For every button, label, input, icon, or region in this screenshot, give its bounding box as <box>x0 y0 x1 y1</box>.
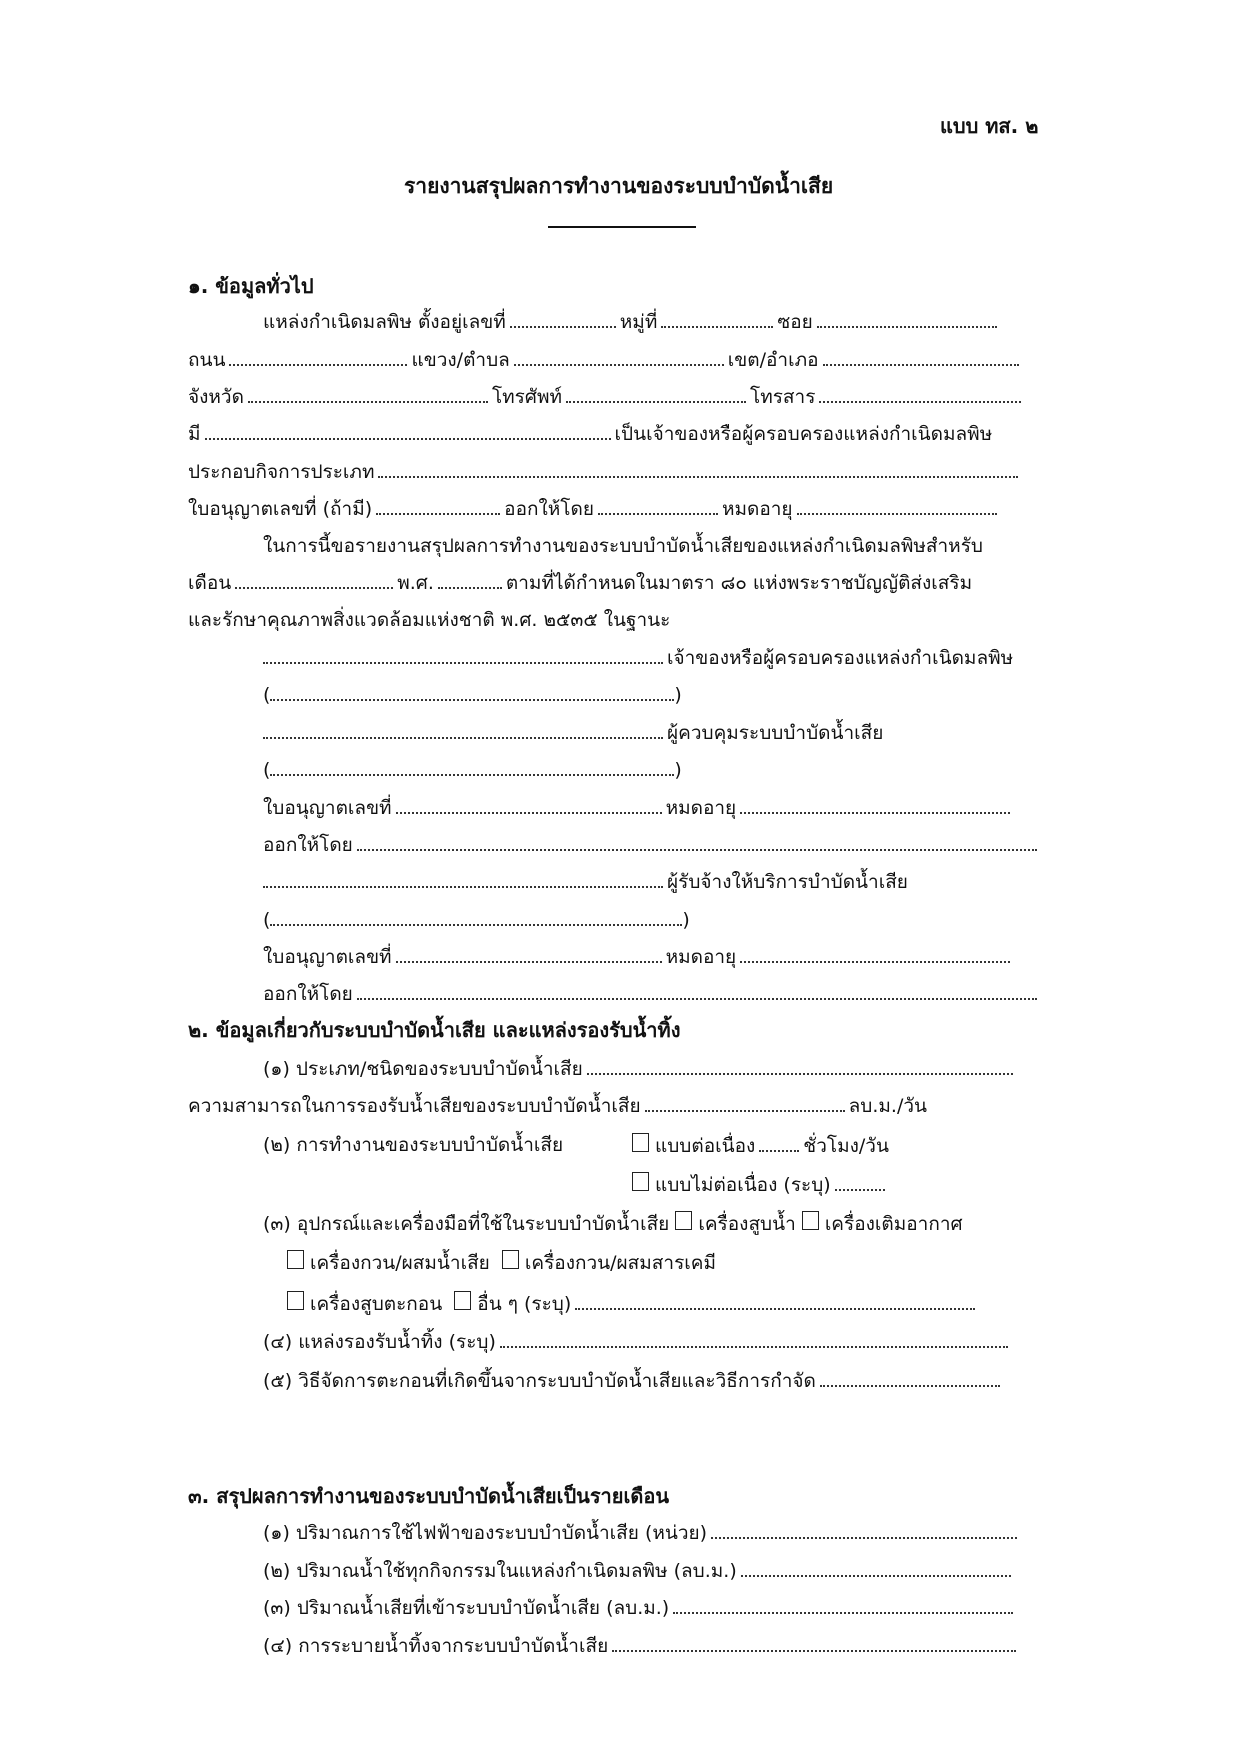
business-type-line <box>188 460 1022 484</box>
form-title: รายงานสรุปผลการทำงานของระบบบำบัดน้ำเสีย <box>404 174 834 198</box>
contractor-issued-field[interactable] <box>357 984 1037 1000</box>
district-label: เขต/อำเภอ <box>727 349 819 371</box>
road-label: ถนน <box>188 349 226 371</box>
hours-unit: ชั่วโมง/วัน <box>803 1135 889 1157</box>
s2-item5-line <box>263 1369 1004 1393</box>
section-2-heading: ๒. ข้อมูลเกี่ยวกับระบบบำบัดน้ำเสีย และแหล่งรองรับน้ำทิ้ง <box>188 1018 681 1042</box>
owner-name-field[interactable] <box>205 424 611 440</box>
license-line <box>188 497 1001 521</box>
noncontinuous-option <box>632 1172 889 1197</box>
fax-label: โทรสาร <box>750 386 816 408</box>
contractor-sig-line <box>263 870 908 894</box>
controller-issued-line <box>263 833 1041 857</box>
system-type-label: (๑) ประเภท/ชนิดของระบบบำบัดน้ำเสีย <box>263 1058 583 1080</box>
license-no-label: ใบอนุญาตเลขที่ <box>263 946 392 968</box>
issued-by-label: ออกให้โดย <box>504 498 594 520</box>
license-no-field[interactable] <box>376 499 500 515</box>
fax-field[interactable] <box>819 387 1021 403</box>
contractor-license-line <box>263 945 1014 969</box>
capacity-unit: ลบ.ม./วัน <box>848 1095 928 1117</box>
other-label: อื่น ๆ (ระบุ) <box>477 1293 572 1315</box>
chem-mixer-label: เครื่องกวน/ผสมสารเคมี <box>524 1252 717 1274</box>
province-field[interactable] <box>248 387 488 403</box>
hours-field[interactable] <box>759 1136 799 1152</box>
contractor-sig-field[interactable] <box>263 872 663 888</box>
electricity-label: (๑) ปริมาณการใช้ไฟฟ้าของระบบบำบัดน้ำเสีย (หน่วย) <box>263 1522 708 1544</box>
contractor-license-field[interactable] <box>396 947 662 963</box>
s3-item3-line <box>263 1596 1017 1620</box>
noncontinuous-field[interactable] <box>835 1175 885 1191</box>
continuous-checkbox[interactable] <box>632 1133 649 1152</box>
road-field[interactable] <box>229 350 407 366</box>
controller-sig-line <box>263 721 883 745</box>
soi-label: ซอย <box>777 311 813 333</box>
wastewater-in-label: (๓) ปริมาณน้ำเสียที่เข้าระบบบำบัดน้ำเสีย (ลบ.ม.) <box>263 1597 670 1619</box>
owner-sig-label: เจ้าของหรือผู้ครอบครองแหล่งกำเนิดมลพิษ <box>667 647 1014 669</box>
controller-license-line <box>263 796 1014 820</box>
source-address-label: แหล่งกำเนิดมลพิษ ตั้งอยู่เลขที่ <box>263 311 506 333</box>
section-3-heading: ๓. สรุปผลการทำงานของระบบบำบัดน้ำเสียเป็นรายเดือน <box>188 1484 670 1508</box>
receiving-label: (๔) แหล่งรองรับน้ำทิ้ง (ระบุ) <box>263 1331 496 1353</box>
issued-by-label: ออกให้โดย <box>263 834 353 856</box>
other-field[interactable] <box>575 1294 975 1310</box>
paren-open: ( <box>263 759 271 781</box>
controller-issued-field[interactable] <box>357 835 1037 851</box>
owner-sig-line <box>263 646 1013 670</box>
mixer-label: เครื่องกวน/ผสมน้ำเสีย <box>310 1252 490 1274</box>
district-field[interactable] <box>823 350 1019 366</box>
s3-item1-line <box>263 1521 1021 1545</box>
discharge-field[interactable] <box>612 1636 1016 1652</box>
house-no-field[interactable] <box>510 312 616 328</box>
owner-sig-field[interactable] <box>263 648 663 664</box>
owner-printed-name-field[interactable] <box>270 685 674 701</box>
water-use-label: (๒) ปริมาณน้ำใช้ทุกกิจกรรมในแหล่งกำเนิดมลพิษ (ลบ.ม.) <box>263 1560 737 1582</box>
form-code: แบบ ทส. ๒ <box>940 114 1039 138</box>
per-section-text: ตามที่ได้กำหนดในมาตรา ๘๐ แห่งพระราชบัญญัติส่งเสริม <box>505 572 973 594</box>
act-text: และรักษาคุณภาพสิ่งแวดล้อมแห่งชาติ พ.ศ. ๒๕๓๕ ในฐานะ <box>188 609 671 631</box>
system-type-field[interactable] <box>587 1059 1013 1075</box>
road-line <box>188 348 1023 372</box>
s3-item4-line <box>263 1634 1020 1658</box>
s2-item4-line <box>263 1330 1012 1354</box>
other-checkbox[interactable] <box>454 1291 471 1310</box>
phone-label: โทรศัพท์ <box>491 386 562 408</box>
controller-expires-field[interactable] <box>740 798 1010 814</box>
issued-by-label: ออกให้โดย <box>263 983 353 1005</box>
operation-label-line <box>263 1133 563 1157</box>
pump-checkbox[interactable] <box>675 1211 692 1230</box>
expires-label: หมดอายุ <box>721 498 793 520</box>
province-line <box>188 385 1025 409</box>
electricity-field[interactable] <box>711 1523 1017 1539</box>
chem-mixer-checkbox[interactable] <box>502 1250 519 1269</box>
report-intro: ในการนี้ขอรายงานสรุปผลการทำงานของระบบบำบัดน้ำเสียของแหล่งกำเนิดมลพิษสำหรับ <box>263 535 983 557</box>
sludge-mgmt-field[interactable] <box>820 1371 1000 1387</box>
contractor-expires-field[interactable] <box>740 947 1010 963</box>
discharge-label: (๔) การระบายน้ำทิ้งจากระบบบำบัดน้ำเสีย <box>263 1635 609 1657</box>
paren-open: ( <box>263 684 271 706</box>
aerator-checkbox[interactable] <box>802 1211 819 1230</box>
license-no-label: ใบอนุญาตเลขที่ <box>263 797 392 819</box>
noncontinuous-checkbox[interactable] <box>632 1172 649 1191</box>
contractor-issued-line <box>263 982 1041 1006</box>
soi-field[interactable] <box>817 312 997 328</box>
continuous-option <box>632 1133 889 1158</box>
aerator-label: เครื่องเติมอากาศ <box>824 1213 963 1235</box>
controller-name-paren <box>263 758 682 782</box>
water-use-field[interactable] <box>741 1561 1011 1577</box>
owner-role-label: เป็นเจ้าของหรือผู้ครอบครองแหล่งกำเนิดมลพิษ <box>614 423 993 445</box>
month-field[interactable] <box>235 573 393 589</box>
s2-item1-line <box>263 1057 1017 1081</box>
address-line <box>263 310 1001 334</box>
capacity-line <box>188 1094 927 1118</box>
paren-open: ( <box>263 909 271 931</box>
contractor-printed-name-field[interactable] <box>270 910 682 926</box>
controller-sig-field[interactable] <box>263 723 663 739</box>
year-field[interactable] <box>438 573 502 589</box>
subdistrict-label: แขวง/ตำบล <box>411 349 510 371</box>
s3-item2-line <box>263 1559 1015 1583</box>
report-intro-line <box>263 534 983 558</box>
license-no-label: ใบอนุญาตเลขที่ (ถ้ามี) <box>188 498 373 520</box>
sludge-line <box>287 1291 979 1316</box>
contractor-sig-label: ผู้รับจ้างให้บริการบำบัดน้ำเสีย <box>667 871 908 893</box>
continuous-label: แบบต่อเนื่อง <box>655 1135 756 1157</box>
contractor-name-paren <box>263 908 690 932</box>
moo-field[interactable] <box>661 312 773 328</box>
month-line <box>188 571 972 595</box>
capacity-label: ความสามารถในการรองรับน้ำเสียของระบบบำบัดน้ำเสีย <box>188 1095 641 1117</box>
mixer-checkbox[interactable] <box>287 1250 304 1269</box>
capacity-field[interactable] <box>645 1096 845 1112</box>
act-line <box>188 608 670 632</box>
have-label: มี <box>188 423 201 445</box>
controller-license-field[interactable] <box>396 798 662 814</box>
business-type-label: ประกอบกิจการประเภท <box>188 461 375 483</box>
section-1-heading: ๑. ข้อมูลทั่วไป <box>188 274 314 298</box>
moo-label: หมู่ที่ <box>619 311 658 333</box>
month-label: เดือน <box>188 572 232 594</box>
sludge-pump-checkbox[interactable] <box>287 1291 304 1310</box>
receiving-field[interactable] <box>500 1332 1008 1348</box>
paren-close: ) <box>674 759 682 781</box>
paren-close: ) <box>682 909 690 931</box>
sludge-pump-label: เครื่องสูบตะกอน <box>310 1293 443 1315</box>
expires-field[interactable] <box>797 499 997 515</box>
sludge-mgmt-label: (๕) วิธีจัดการตะกอนที่เกิดขึ้นจากระบบบำบัดน้ำเสียและวิธีการกำจัด <box>263 1370 816 1392</box>
business-type-field[interactable] <box>378 462 1018 478</box>
phone-field[interactable] <box>566 387 746 403</box>
equipment-label: (๓) อุปกรณ์และเครื่องมือที่ใช้ในระบบบำบัดน้ำเสีย <box>263 1213 670 1235</box>
mixer-line <box>287 1250 716 1275</box>
wastewater-in-field[interactable] <box>673 1598 1013 1614</box>
pump-label: เครื่องสูบน้ำ <box>698 1213 796 1235</box>
subdistrict-field[interactable] <box>514 350 724 366</box>
noncontinuous-label: แบบไม่ต่อเนื่อง (ระบุ) <box>655 1174 831 1196</box>
equipment-line <box>263 1211 963 1236</box>
province-label: จังหวัด <box>188 386 244 408</box>
controller-sig-label: ผู้ควบคุมระบบบำบัดน้ำเสีย <box>667 722 884 744</box>
owner-line <box>188 422 992 446</box>
year-label: พ.ศ. <box>397 572 434 594</box>
title-underline <box>548 226 696 228</box>
operation-label: (๒) การทำงานของระบบบำบัดน้ำเสีย <box>263 1134 564 1156</box>
expires-label: หมดอายุ <box>665 797 737 819</box>
owner-name-paren <box>263 683 682 707</box>
expires-label: หมดอายุ <box>665 946 737 968</box>
paren-close: ) <box>674 684 682 706</box>
controller-printed-name-field[interactable] <box>270 760 674 776</box>
issued-by-field[interactable] <box>598 499 718 515</box>
